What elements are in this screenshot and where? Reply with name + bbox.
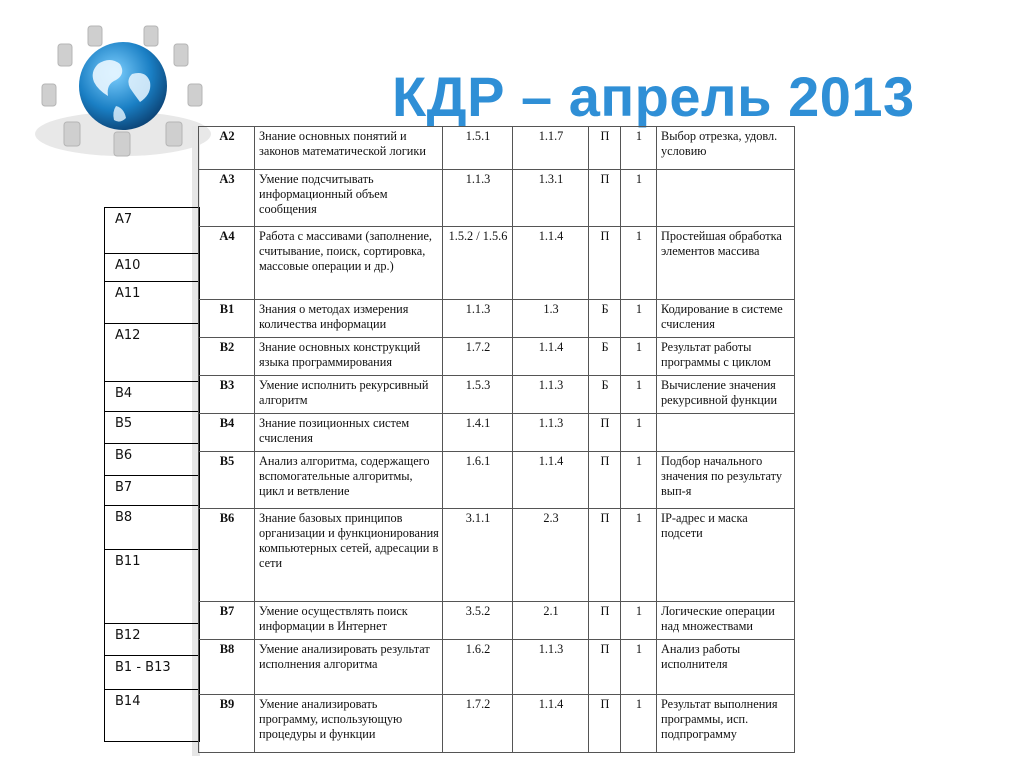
task-code-cell: B1 (199, 300, 255, 338)
task-code-cell: A4 (199, 227, 255, 300)
points-cell: 1 (621, 695, 657, 753)
points-cell: 1 (621, 300, 657, 338)
table-row (199, 452, 795, 509)
codifier-cell: 1.1.3 (443, 300, 513, 338)
task-code-cell: B4 (199, 414, 255, 452)
task-code-cell: B3 (199, 376, 255, 414)
topic-cell: Выбор отрезка, удовл. условию (657, 127, 795, 170)
requirement-cell: 1.3 (513, 300, 589, 338)
topic-cell: Простейшая обработка элементов массива (657, 227, 795, 300)
task-code: А10 (105, 254, 200, 282)
level-cell: П (589, 170, 621, 227)
task-codes-column (104, 207, 200, 742)
requirement-cell: 1.1.3 (513, 414, 589, 452)
task-code-cell: B6 (199, 509, 255, 602)
points-cell: 1 (621, 602, 657, 640)
level-cell: П (589, 640, 621, 695)
description-cell: Знания о методах измерения количества информации (255, 300, 443, 338)
requirement-cell: 1.1.4 (513, 695, 589, 753)
task-code-cell: B5 (199, 452, 255, 509)
level-cell: П (589, 452, 621, 509)
level-cell: Б (589, 300, 621, 338)
points-cell: 1 (621, 452, 657, 509)
table-row (199, 376, 795, 414)
task-code: В12 (105, 624, 200, 656)
level-cell: Б (589, 338, 621, 376)
codifier-cell: 1.4.1 (443, 414, 513, 452)
requirement-cell: 1.1.4 (513, 338, 589, 376)
task-code-cell: B2 (199, 338, 255, 376)
points-cell: 1 (621, 640, 657, 695)
task-code-cell: B8 (199, 640, 255, 695)
topic-cell: Вычисление значения рекурсивной функции (657, 376, 795, 414)
task-code: А12 (105, 324, 200, 382)
points-cell: 1 (621, 170, 657, 227)
task-code: А11 (105, 282, 200, 324)
level-cell: П (589, 227, 621, 300)
table-row (199, 127, 795, 170)
globe-with-chairs-icon (28, 14, 218, 164)
codifier-cell: 1.7.2 (443, 338, 513, 376)
table-row (199, 338, 795, 376)
points-cell: 1 (621, 376, 657, 414)
table-row (199, 509, 795, 602)
task-code: В11 (105, 550, 200, 624)
requirement-cell: 1.1.3 (513, 640, 589, 695)
topic-cell: IP-адрес и маска подсети (657, 509, 795, 602)
codifier-cell: 1.5.2 / 1.5.6 (443, 227, 513, 300)
requirement-cell: 2.1 (513, 602, 589, 640)
requirement-cell: 1.1.4 (513, 452, 589, 509)
topic-cell (657, 414, 795, 452)
level-cell: П (589, 509, 621, 602)
topic-cell: Кодирование в системе счисления (657, 300, 795, 338)
level-cell: Б (589, 376, 621, 414)
requirement-cell: 2.3 (513, 509, 589, 602)
topic-cell: Подбор начального значения по результату вып-я (657, 452, 795, 509)
task-code-cell: A3 (199, 170, 255, 227)
points-cell: 1 (621, 127, 657, 170)
description-cell: Знание основных конструкций языка программирования (255, 338, 443, 376)
table-row (199, 300, 795, 338)
level-cell: П (589, 602, 621, 640)
task-code: В6 (105, 444, 200, 476)
codifier-cell: 3.1.1 (443, 509, 513, 602)
table-row (199, 227, 795, 300)
points-cell: 1 (621, 414, 657, 452)
description-cell: Умение анализировать программу, использующую процедуры и функции (255, 695, 443, 753)
task-code: В14 (105, 690, 200, 742)
table-row (199, 695, 795, 753)
description-cell: Умение осуществлять поиск информации в Интернет (255, 602, 443, 640)
task-code: А7 (105, 208, 200, 254)
topic-cell: Логические операции над множествами (657, 602, 795, 640)
task-code: В1 - В13 (105, 656, 200, 690)
task-code-cell: B9 (199, 695, 255, 753)
codifier-cell: 3.5.2 (443, 602, 513, 640)
task-code-cell: A2 (199, 127, 255, 170)
description-cell: Знание базовых принципов организации и функционирования компьютерных сетей, адресации в сети (255, 509, 443, 602)
topic-cell: Анализ работы исполнителя (657, 640, 795, 695)
description-cell: Умение исполнить рекурсивный алгоритм (255, 376, 443, 414)
description-cell: Знание позиционных систем счисления (255, 414, 443, 452)
requirement-cell: 1.1.7 (513, 127, 589, 170)
task-code: В7 (105, 476, 200, 506)
codifier-cell: 1.6.1 (443, 452, 513, 509)
topic-cell: Результат работы программы с циклом (657, 338, 795, 376)
codifier-cell: 1.5.1 (443, 127, 513, 170)
codifier-cell: 1.6.2 (443, 640, 513, 695)
description-cell: Анализ алгоритма, содержащего вспомогательные алгоритмы, цикл и ветвление (255, 452, 443, 509)
page-title: КДР – апрель 2013 (392, 65, 915, 128)
codifier-cell: 1.5.3 (443, 376, 513, 414)
task-code: В8 (105, 506, 200, 550)
table-row (199, 414, 795, 452)
table-row (199, 602, 795, 640)
requirement-cell: 1.1.3 (513, 376, 589, 414)
points-cell: 1 (621, 338, 657, 376)
codifier-cell: 1.7.2 (443, 695, 513, 753)
requirement-cell: 1.1.4 (513, 227, 589, 300)
codifier-cell: 1.1.3 (443, 170, 513, 227)
level-cell: П (589, 414, 621, 452)
table-row (199, 640, 795, 695)
specification-table (198, 126, 795, 753)
topic-cell (657, 170, 795, 227)
description-cell: Знание основных понятий и законов математической логики (255, 127, 443, 170)
task-code: В4 (105, 382, 200, 412)
description-cell: Умение анализировать результат исполнения алгоритма (255, 640, 443, 695)
task-code-cell: B7 (199, 602, 255, 640)
points-cell: 1 (621, 227, 657, 300)
requirement-cell: 1.3.1 (513, 170, 589, 227)
table-row (199, 170, 795, 227)
topic-cell: Результат выполнения программы, исп. подпрограмму (657, 695, 795, 753)
task-code: В5 (105, 412, 200, 444)
points-cell: 1 (621, 509, 657, 602)
level-cell: П (589, 695, 621, 753)
description-cell: Умение подсчитывать информационный объем сообщения (255, 170, 443, 227)
level-cell: П (589, 127, 621, 170)
description-cell: Работа с массивами (заполнение, считывание, поиск, сортировка, массовые операции и др.) (255, 227, 443, 300)
